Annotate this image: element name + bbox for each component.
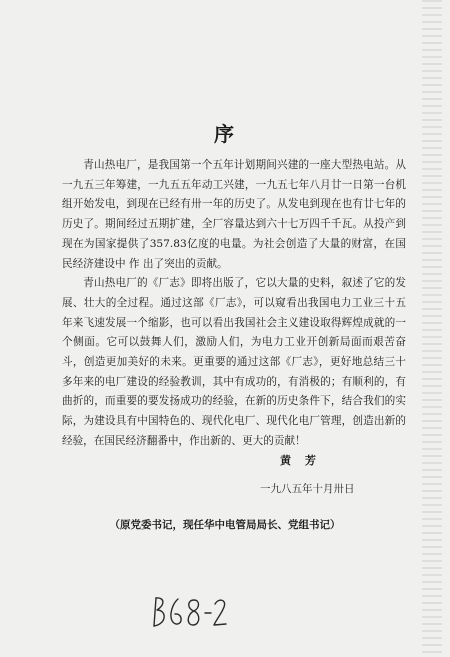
preface-title: 序 — [214, 122, 236, 146]
author-note: （原党委书记，现任华中电管局局长、党组书记） — [109, 519, 341, 531]
signature-date: 一九八五年十月卅日 — [260, 483, 355, 495]
binding-edge — [422, 0, 442, 657]
preface-body — [62, 156, 406, 452]
paragraph-2: 青山热电厂的《厂志》即将出版了，它以大量的史料，叙述了它的发展、壮大的全过程。通过这部《厂志》，可以窥看出我国电力工业三十五年来飞速发展一个缩影，也可以看出我国社会主义建设取得辉煌成就的一个侧面。它可以鼓舞人们，激励人们，为电力工业开创新局面而艰苦奋斗，创造更加美好的未来。更重要的通过这部《厂志》，更好地总结三十多年来的电厂建设的经验教训，其中有成功的，有消极的；有顺利的，有曲折的，而重要的要发扬成功的经验，在新的历史条件下，结合我们的实际，为建设具有中国特色的、现代化电厂、现代化电厂管理，创造出新的经验，在国民经济翻番中，作出新的、更大的贡献！ — [62, 277, 406, 447]
paragraph-1: 青山热电厂，是我国第一个五年计划期间兴建的一座大型热电站。从一九五三年筹建，一九五五年动工兴建，一九五七年八月廿一日第一台机组开始发电，到现在已经有卅一年的历史了。从发电到现在也有廿七年的历史了。期间经过五期扩建，全厂容量达到六十七万四千千瓦。从投产到现在为国家提供了357.83亿度的电量。为社会创造了大量的财富，在国民经济建设中 作 出了突出的贡献。 — [62, 159, 406, 270]
handwritten-mark — [150, 594, 230, 630]
signature: 黄 芳 — [280, 454, 321, 467]
